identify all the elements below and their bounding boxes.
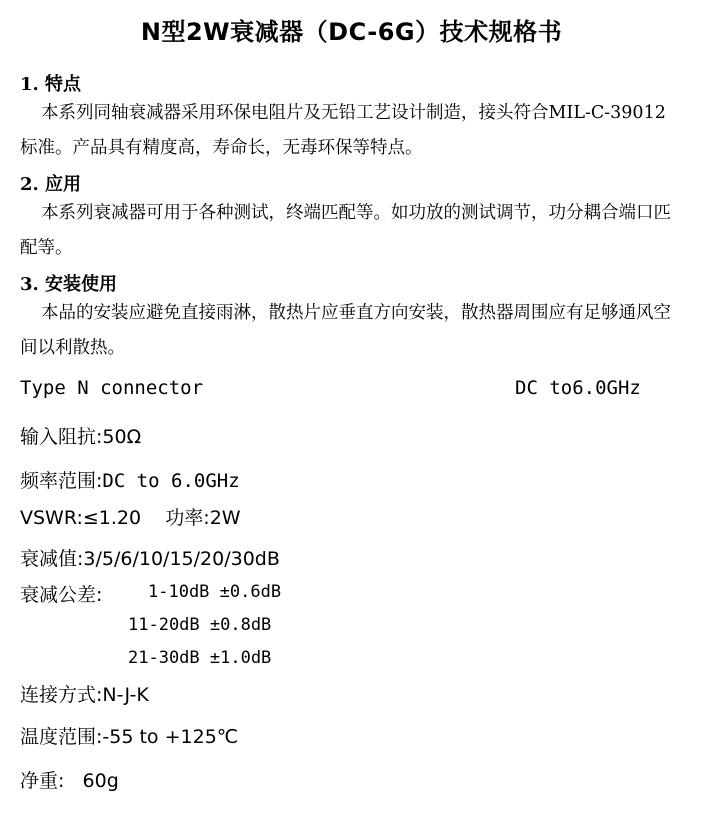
connector-type: Type N connector: [20, 377, 204, 399]
vswr-spec: [20, 503, 241, 530]
power-value: 2W: [209, 507, 241, 529]
connection-label: 连接方式:: [20, 684, 103, 706]
impedance-label: 输入阻抗:: [20, 426, 103, 448]
section-body-features: 本系列同轴衰减器采用环保电阻片及无铅工艺设计制造，接头符合MIL-C-39012 标准。产品具有精度高，寿命长，无毒环保等特点。: [20, 103, 666, 158]
connection-value: N-J-K: [102, 684, 149, 706]
vswr-value: ≤1.20: [82, 507, 142, 529]
section-heading-features: 1. 特点: [20, 74, 82, 95]
tolerance-row: 1-10dB ±0.6dB: [148, 582, 282, 602]
section-body-installation: 本品的安装应避免直接雨淋，散热片应垂直方向安装，散热器周围应有足够通风空间以利散热。: [20, 303, 671, 358]
attenuation-spec: [20, 544, 280, 571]
vswr-label: VSWR:: [20, 507, 83, 529]
section-heading-applications: 2. 应用: [20, 174, 82, 195]
frequency-spec: [20, 466, 240, 493]
tolerance-label: 衰减公差:: [20, 584, 103, 606]
impedance-value: 50Ω: [102, 426, 142, 448]
frequency-label: 频率范围:: [20, 470, 103, 492]
frequency-value: DC to 6.0GHz: [102, 470, 240, 492]
temperature-label: 温度范围:: [20, 726, 103, 748]
temperature-spec: [20, 722, 238, 749]
weight-value: 60g: [82, 770, 119, 792]
tolerance-row: 21-30dB ±1.0dB: [128, 648, 272, 668]
connection-spec: [20, 680, 149, 707]
section-body-applications: 本系列衰减器可用于各种测试，终端匹配等。如功放的测试调节，功分耦合端口匹配等。: [20, 203, 671, 258]
frequency-range-short: DC to6.0GHz: [515, 377, 641, 399]
section-heading-installation: 3. 安装使用: [20, 274, 118, 295]
temperature-value: -55 to +125℃: [102, 726, 239, 748]
power-label: 功率:: [165, 507, 210, 529]
tolerance-row: 11-20dB ±0.8dB: [128, 615, 272, 635]
weight-label: 净重:: [20, 770, 65, 792]
document-title: N型2W衰减器（DC-6G）技术规格书: [140, 18, 563, 46]
attenuation-value: 3/5/6/10/15/20/30dB: [83, 548, 280, 570]
weight-spec: [20, 766, 119, 793]
attenuation-label: 衰减值:: [20, 548, 84, 570]
impedance-spec: [20, 422, 141, 449]
